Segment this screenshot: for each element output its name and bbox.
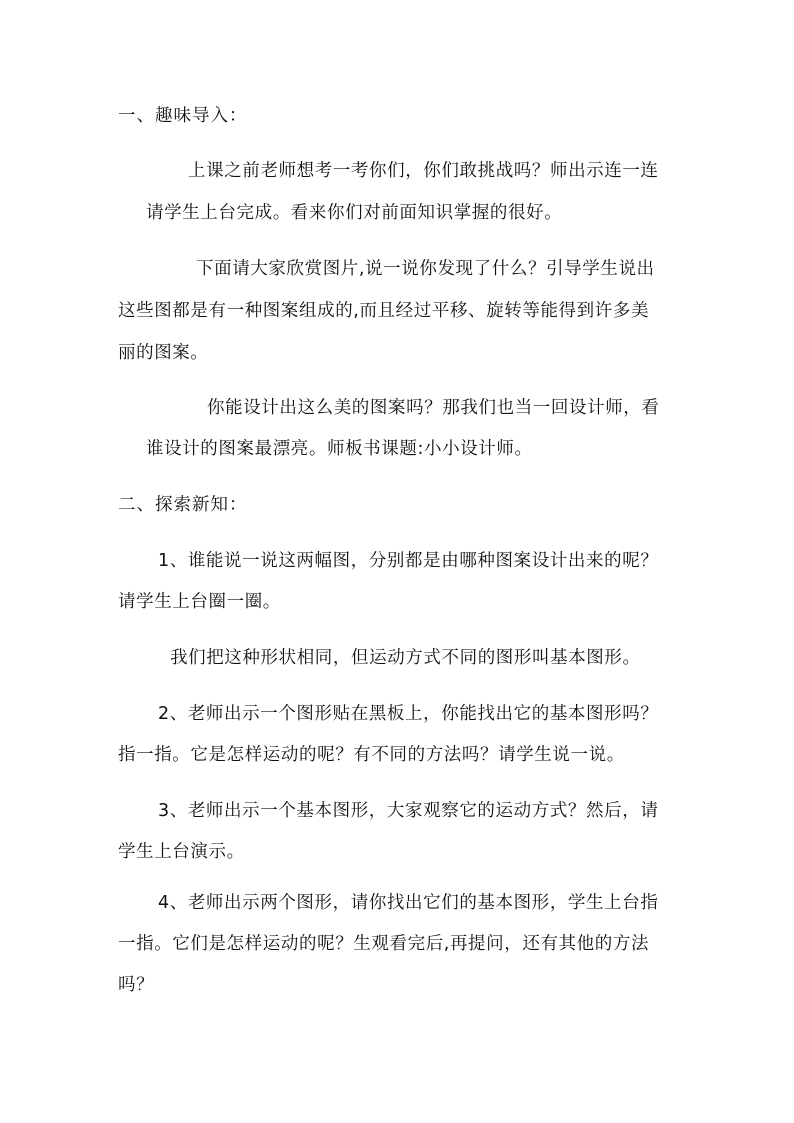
section-heading-intro: 一、趣味导入： xyxy=(118,106,248,126)
paragraph-line: 丽的图案。 xyxy=(118,343,209,363)
section-heading-explore: 二、探索新知： xyxy=(118,495,248,515)
list-item-line: 3、老师出示一个基本图形，大家观察它的运动方式？然后，请 xyxy=(158,801,659,821)
list-item-line: 2、老师出示一个图形贴在黑板上，你能找出它的基本图形吗？ xyxy=(158,704,659,724)
list-item-line: 4、老师出示两个图形，请你找出它们的基本图形，学生上台指 xyxy=(158,893,659,913)
paragraph-line: 上课之前老师想考一考你们，你们敢挑战吗？师出示连一连 xyxy=(188,161,659,181)
paragraph-line: 这些图都是有一种图案组成的,而且经过平移、旋转等能得到许多美 xyxy=(118,301,650,321)
list-item-line: 指一指。它是怎样运动的呢？有不同的方法吗？请学生说一说。 xyxy=(118,745,625,765)
note-line: 我们把这种形状相同，但运动方式不同的图形叫基本图形。 xyxy=(170,648,641,668)
paragraph-line: 你能设计出这么美的图案吗？那我们也当一回设计师，看 xyxy=(207,398,660,418)
list-item-line: 1、谁能说一说这两幅图，分别都是由哪种图案设计出来的呢？ xyxy=(158,551,659,571)
paragraph-line: 请学生上台完成。看来你们对前面知识掌握的很好。 xyxy=(146,203,563,223)
list-item-line: 学生上台演示。 xyxy=(118,842,245,862)
paragraph-line: 谁设计的图案最漂亮。师板书课题:小小设计师。 xyxy=(146,439,533,459)
paragraph-line: 下面请大家欣赏图片,说一说你发现了什么？引导学生说出 xyxy=(196,259,655,279)
list-item-line: 吗？ xyxy=(118,975,155,995)
list-item-line: 请学生上台圈一圈。 xyxy=(118,592,281,612)
list-item-line: 一指。它们是怎样运动的呢？生观看完后,再提问，还有其他的方法 xyxy=(118,934,650,954)
